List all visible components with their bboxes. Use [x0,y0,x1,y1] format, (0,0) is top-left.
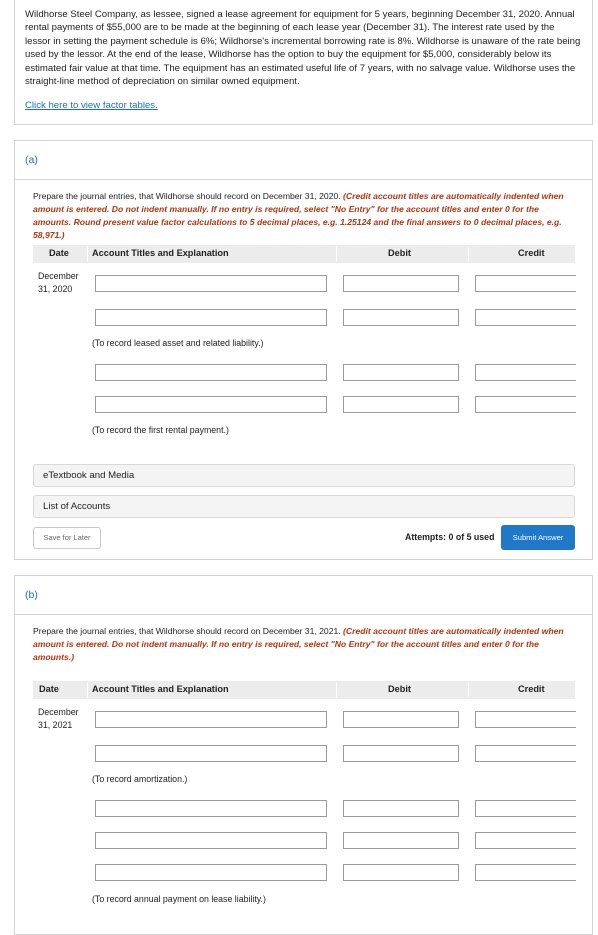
debit-input[interactable] [343,364,459,381]
credit-input[interactable] [475,711,576,728]
part-b-header[interactable] [14,575,593,615]
debit-input[interactable] [343,832,459,849]
part-a-table-header [33,245,575,263]
account-title-input[interactable] [95,711,327,728]
account-title-input[interactable] [95,309,327,326]
entry-note: (To record the first rental payment.) [92,425,229,435]
problem-text: Wildhorse Steel Company, as lessee, signed a lease agreement for equipment for 5 years, beginning December 31, 2020. Annual rental payments of $55,000 are to be made at the beginning of each lease year (December 31). The interest rate used by the lessor in setting the payment schedule is 6%; Wildhorse's incremental borrowing rate is 8%. Wildhorse is unaware of the rate being used by the lessor. At the end of the lease, Wildhorse has the option to buy the equipment for $5,000, considerably below its estimated fair value at that time. The equipment has an estimated useful life of 7 years, with no salvage value. Wildhorse uses the straight-line method of depreciation on similar owned equipment. [25,9,581,88]
header-account: Account Titles and Explanation [92,684,229,694]
credit-input[interactable] [475,745,576,762]
debit-input[interactable] [343,800,459,817]
submit-answer-button[interactable]: Submit Answer [501,525,575,550]
header-debit: Debit [388,248,411,258]
part-a-header[interactable] [14,140,593,180]
entry-note: (To record leased asset and related liability.) [92,338,264,348]
credit-input[interactable] [475,800,576,817]
save-for-later-button[interactable]: Save for Later [33,527,101,549]
debit-input[interactable] [343,711,459,728]
credit-input[interactable] [475,864,576,881]
credit-input[interactable] [475,275,576,292]
part-a-label: (a) [25,154,38,166]
part-b-label: (b) [25,589,38,601]
part-b-instructions [33,625,575,664]
etextbook-label: eTextbook and Media [43,470,135,481]
account-title-input[interactable] [95,364,327,381]
header-credit: Credit [518,684,545,694]
etextbook-media-bar[interactable] [33,464,575,487]
credit-input[interactable] [475,396,576,413]
account-title-input[interactable] [95,396,327,413]
header-date: Date [49,248,69,258]
credit-input[interactable] [475,309,576,326]
debit-input[interactable] [343,309,459,326]
part-a-instructions [33,190,575,242]
entry-date: December 31, 2021 [38,707,79,730]
list-of-accounts-bar[interactable] [33,495,575,518]
account-title-input[interactable] [95,864,327,881]
header-credit: Credit [518,248,545,258]
credit-input[interactable] [475,832,576,849]
debit-input[interactable] [343,745,459,762]
account-title-input[interactable] [95,275,327,292]
account-title-input[interactable] [95,800,327,817]
account-title-input[interactable] [95,745,327,762]
problem-statement [14,0,593,125]
header-debit: Debit [388,684,411,694]
entry-date: December 31, 2020 [38,271,79,294]
header-account: Account Titles and Explanation [92,248,229,258]
part-a-instruction-text: Prepare the journal entries, that Wildhorse should record on December 31, 2020. [33,191,341,201]
account-title-input[interactable] [95,832,327,849]
header-date: Date [39,684,59,694]
entry-note: (To record annual payment on lease liability.) [92,894,266,904]
list-accounts-label: List of Accounts [43,501,111,512]
debit-input[interactable] [343,275,459,292]
entry-note: (To record amortization.) [92,774,188,784]
factor-tables-link[interactable]: Click here to view factor tables. [25,100,158,111]
part-a-instruction-note: (Credit account titles are automatically indented when amount is entered. Do not indent manually. If no entry is required, select "No Entry" for the account titles and enter 0 for the amounts. Round present value factor calculations to 5 decimal places, e.g. 1.25124 and the final answers to 0 decimal places, e.g. 58,971.) [33,191,564,240]
part-b-table-header [33,681,575,699]
attempts-counter: Attempts: 0 of 5 used [405,532,495,542]
part-b-instruction-note: (Credit account titles are automatically indented when amount is entered. Do not indent manually. If no entry is required, select "No Entry" for the account titles and enter 0 for the amounts.) [33,626,564,662]
debit-input[interactable] [343,864,459,881]
credit-input[interactable] [475,364,576,381]
part-b-instruction-text: Prepare the journal entries, that Wildhorse should record on December 31, 2021. [33,626,341,636]
debit-input[interactable] [343,396,459,413]
